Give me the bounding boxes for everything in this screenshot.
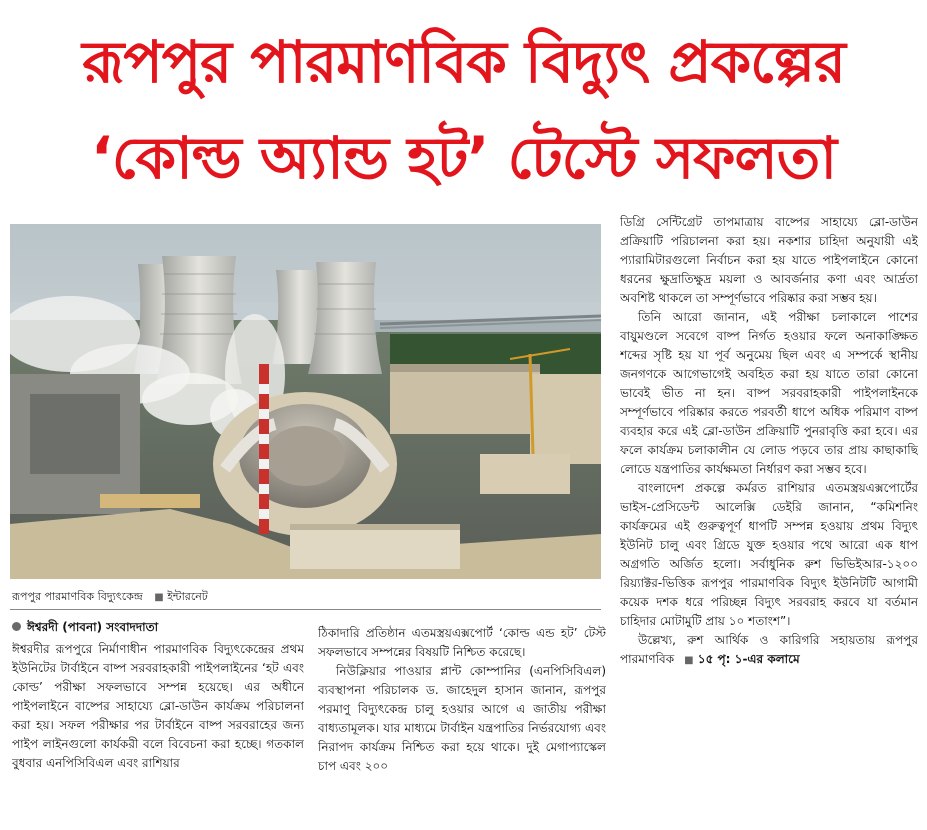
byline-text: ঈশ্বরদী (পাবনা) সংবাদদাতা — [27, 620, 159, 634]
continued-note — [684, 652, 800, 666]
article-column-1 — [12, 640, 304, 830]
square-icon: ■ — [154, 592, 164, 603]
article-column-2 — [318, 624, 606, 830]
power-plant-illustration — [10, 224, 601, 579]
news-photo — [10, 224, 601, 579]
paragraph — [620, 631, 918, 670]
paragraph-text: উল্লেখ্য, রুশ আর্থিক ও কারিগরি সহায়তায় রূপপুর পারমাণবিক — [620, 633, 918, 666]
continued-text: ১৫ পৃ: ১-এর কলামে — [697, 652, 800, 666]
article-column-3 — [620, 213, 918, 830]
headline — [0, 14, 927, 206]
caption-text: রূপপুর পারমাণবিক বিদ্যুৎকেন্দ্র — [12, 590, 143, 603]
caption-divider — [10, 609, 601, 610]
photo-caption — [12, 590, 602, 605]
headline-line-1: রূপপুর পারমাণবিক বিদ্যুৎ প্রকল্পের — [82, 28, 845, 96]
headline-line-2: ‘কোল্ড অ্যান্ড হট’ টেস্টে সফলতা — [90, 124, 837, 192]
photo-credit: ইন্টারনেট — [167, 590, 208, 603]
paragraph: ঈশ্বরদীর রূপপুরে নির্মাণাধীন পারমাণবিক বিদ্যুৎকেন্দ্রের প্রথম ইউনিটের টার্বাইনে বাষ্প সরবরাহকারী পাইপলাইনের ‘হট এবং কোল্ড’ পরীক্ষা সফলভাবে সম্পন্ন হয়েছে। এর অধীনে পাইপলাইনে বাষ্পের সাহায্যে ব্লো-ডাউন কার্যক্রম পরিচালনা করা হয়। সফল পরীক্ষার পর টার্বাইনে বাষ্প সরবরাহের জন্য পাইপ লাইনগুলো কার্যকরী বলে বিবেচনা করা হচ্ছে। গতকাল বুধবার এনপিসিবিএল এবং রাশিয়ার — [12, 642, 304, 770]
paragraph: ডিগ্রি সেন্টিগ্রেট তাপমাত্রায় বাষ্পের সাহায্যে ব্লো-ডাউন প্রক্রিয়াটি পরিচালনা করা হয়। নকশার চাহিদা অনুযায়ী এই প্যারামিটারগুলো নির্বাচন করা হয় যাতে পাইপলাইনে কোনো ধরনের ক্ষুদ্রাতিক্ষুদ্র ময়লা ও আবর্জনার কণা এবং আর্দ্রতা অবশিষ্ট থাকলে তা সম্পূর্ণভাবে পরিষ্কার করা সম্ভব হয়। — [620, 215, 918, 305]
square-icon: ■ — [684, 655, 694, 666]
bullet-icon — [12, 622, 21, 631]
paragraph: তিনি আরো জানান, এই পরীক্ষা চলাকালে পাশের বায়ুমণ্ডলে সবেগে বাষ্প নির্গত হওয়ার ফলে অনাকাঙ্ক্ষিত শব্দের সৃষ্টি হয় যা পূর্ব অনুমেয় ছিল এবং এ সম্পর্কে স্থানীয় জনগণকে আগেভাগেই অবহিত করা হয় যাতে তারা কোনো ভাবেই ভীত না হন। বাষ্প সরবরাহকারী পাইপলাইনকে সম্পূর্ণভাবে পরিষ্কার করতে পরবর্তী ধাপে অধিক পরিমাণ বাষ্প ব্যবহার করে এই ব্লো-ডাউন প্রক্রিয়াটি পুনরাবৃত্তি করা হবে। এর ফলে কার্যক্রম চলাকালীন যে লোড পড়বে তার প্রায় কাছাকাছি লোডে যন্ত্রপাতির কার্যক্ষমতা নির্ধারণ করা সম্ভব হবে। — [620, 310, 918, 476]
paragraph: ঠিকাদারি প্রতিষ্ঠান এতমস্ত্রয়এক্সপোর্ট ‘কোল্ড এন্ড হট’ টেস্ট সফলভাবে সম্পন্নের বিষয়টি নিশ্চিত করেছে। — [318, 626, 606, 659]
paragraph: বাংলাদেশ প্রকল্পে কর্মরত রাশিয়ার এতমস্ত্রয়এক্সপোর্টের ভাইস-প্রেসিডেন্ট আলেক্সি ডেইরি জানান, “কমিশনিং কার্যক্রমের এই গুরুত্বপূর্ণ ধাপটি সম্পন্ন হওয়ায় প্রথম বিদ্যুৎ ইউনিট চালু এবং গ্রিডে যুক্ত হওয়ার পথে আরো এক ধাপ অগ্রগতি অর্জিত হলো। সর্বাধুনিক রুশ ভিভিইআর-১২০০ রিয়্যাক্টর-ভিত্তিক রূপপুর পারমাণবিক বিদ্যুৎ ইউনিটটি আগামী কয়েক দশক ধরে পরিচ্ছন্ন বিদ্যুৎ সরবরাহ করবে যা বর্তমান চাহিদার মোটামুটি প্রায় ১০ শতাংশ”। — [620, 481, 918, 628]
byline — [12, 619, 302, 639]
paragraph: নিউক্লিয়ার পাওয়ার প্লান্ট কোম্পানির (এনপিসিবিএল) ব্যবস্থাপনা পরিচালক ড. জাহেদুল হাসান জানান, রূপপুর পরমাণু বিদ্যুৎকেন্দ্র চালু হওয়ার আগে এ জাতীয় পরীক্ষা বাধ্যতামূলক। যার মাধ্যমে টার্বাইন যন্ত্রপাতির নির্ভরযোগ্য এবং নিরাপদ কার্যক্রম নিশ্চিত করা হয়ে থাকে। দুই মেগাপ্যাস্কেল চাপ এবং ২০০ — [318, 664, 606, 773]
